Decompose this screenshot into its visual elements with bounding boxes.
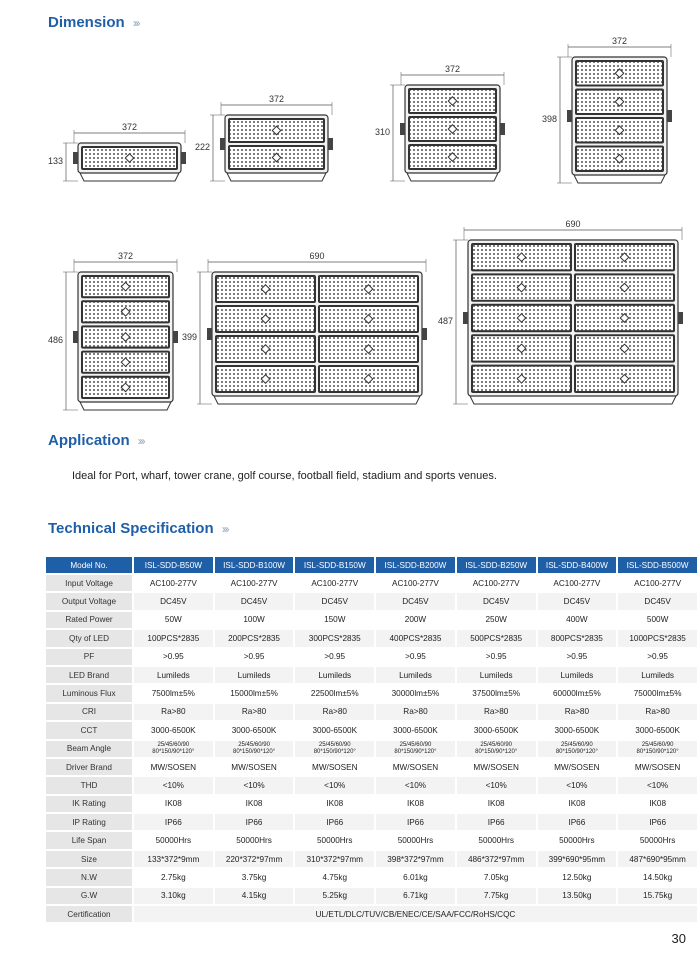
table-cell: Ra>80	[376, 704, 455, 720]
table-cell: <10%	[215, 777, 294, 793]
table-cell: IK08	[134, 796, 213, 812]
table-row	[46, 759, 697, 775]
height-label: 398	[541, 114, 557, 124]
fixture-yoke	[80, 173, 179, 181]
table-cell: 7500lm±5%	[134, 685, 213, 701]
spec-table	[44, 555, 699, 924]
table-cell: 25/45/60/90 80*150/90*120°	[215, 741, 294, 757]
table-cell: 25/45/60/90 80*150/90*120°	[376, 741, 455, 757]
table-cell: IP66	[538, 814, 617, 830]
dimension-drawings	[0, 0, 700, 420]
model-header: ISL-SDD-B250W	[457, 557, 536, 573]
width-label: 690	[565, 219, 581, 229]
table-cell: 398*372*97mm	[376, 851, 455, 867]
application-text: Ideal for Port, wharf, tower crane, golf course, football field, stadium and sports venues.	[72, 470, 497, 482]
table-cell: 310*372*97mm	[295, 851, 374, 867]
height-label: 487	[437, 316, 453, 326]
table-cell: Ra>80	[618, 704, 697, 720]
model-header: ISL-SDD-B50W	[134, 557, 213, 573]
table-cell: 3000-6500K	[376, 722, 455, 738]
table-cell: 400PCS*2835	[376, 630, 455, 646]
table-cell: 500W	[618, 612, 697, 628]
chevron-right-icon: ›››	[137, 433, 144, 448]
table-cell: AC100-277V	[376, 575, 455, 591]
table-cell: DC45V	[457, 593, 536, 609]
table-cell: 3000-6500K	[215, 722, 294, 738]
table-row	[46, 869, 697, 885]
table-cell: 500PCS*2835	[457, 630, 536, 646]
table-cell: 50000Hrs	[538, 832, 617, 848]
table-cell: 300PCS*2835	[295, 630, 374, 646]
table-cell: MW/SOSEN	[618, 759, 697, 775]
table-cell: 220*372*97mm	[215, 851, 294, 867]
table-cell: 800PCS*2835	[538, 630, 617, 646]
table-cell: <10%	[457, 777, 536, 793]
row-label: IP Rating	[46, 814, 132, 830]
row-label: Size	[46, 851, 132, 867]
table-cell: 1000PCS*2835	[618, 630, 697, 646]
table-cell: 399*690*95mm	[538, 851, 617, 867]
table-cell: Lumileds	[215, 667, 294, 683]
table-cell: 50W	[134, 612, 213, 628]
table-cell: <10%	[295, 777, 374, 793]
table-cell: 25/45/60/90 80*150/90*120°	[457, 741, 536, 757]
height-label: 399	[181, 332, 197, 342]
table-cell: 37500lm±5%	[457, 685, 536, 701]
table-cell: 3000-6500K	[618, 722, 697, 738]
table-cell: AC100-277V	[618, 575, 697, 591]
table-row	[46, 888, 697, 904]
bracket-right	[500, 123, 505, 135]
row-label: Beam Angle	[46, 741, 132, 757]
table-cell: IK08	[295, 796, 374, 812]
table-cell: 100W	[215, 612, 294, 628]
table-cell: DC45V	[215, 593, 294, 609]
width-label: 372	[444, 64, 461, 74]
height-label: 222	[194, 142, 210, 152]
table-cell: IK08	[538, 796, 617, 812]
table-cell: MW/SOSEN	[295, 759, 374, 775]
table-cell: 50000Hrs	[457, 832, 536, 848]
table-cell: 2.75kg	[134, 869, 213, 885]
table-cell: 4.75kg	[295, 869, 374, 885]
table-cell: 200PCS*2835	[215, 630, 294, 646]
bracket-right	[422, 328, 427, 340]
table-cell: IK08	[618, 796, 697, 812]
table-cell: <10%	[134, 777, 213, 793]
dimension-title: Dimension	[48, 14, 125, 31]
table-cell: Lumileds	[538, 667, 617, 683]
table-cell: 25/45/60/90 80*150/90*120°	[134, 741, 213, 757]
width-label: 690	[309, 251, 325, 261]
bracket-left	[73, 152, 78, 164]
application-title: Application	[48, 432, 130, 449]
table-cell: DC45V	[538, 593, 617, 609]
fixture-yoke	[227, 173, 326, 181]
table-cell: 12.50kg	[538, 869, 617, 885]
table-cell: 15000lm±5%	[215, 685, 294, 701]
fixture-yoke	[470, 396, 676, 404]
table-cell: MW/SOSEN	[134, 759, 213, 775]
table-cell: >0.95	[215, 649, 294, 665]
table-row	[46, 593, 697, 609]
table-cell: AC100-277V	[215, 575, 294, 591]
row-label: THD	[46, 777, 132, 793]
table-cell: Ra>80	[457, 704, 536, 720]
table-cell: 3000-6500K	[295, 722, 374, 738]
bracket-left	[400, 123, 405, 135]
bracket-right	[328, 138, 333, 150]
bracket-right	[173, 331, 178, 343]
bracket-left	[463, 312, 468, 324]
table-cell: IP66	[295, 814, 374, 830]
table-cell: >0.95	[457, 649, 536, 665]
row-label: Certification	[46, 906, 132, 922]
row-label: LED Brand	[46, 667, 132, 683]
table-cell: Lumileds	[618, 667, 697, 683]
table-cell: Lumileds	[376, 667, 455, 683]
table-cell: 5.25kg	[295, 888, 374, 904]
table-cell: IK08	[215, 796, 294, 812]
row-label: CRI	[46, 704, 132, 720]
bracket-right	[678, 312, 683, 324]
table-cell: 3000-6500K	[538, 722, 617, 738]
table-cell: 133*372*9mm	[134, 851, 213, 867]
table-cell: MW/SOSEN	[457, 759, 536, 775]
table-row	[46, 649, 697, 665]
table-cell: MW/SOSEN	[215, 759, 294, 775]
chevron-right-icon: ›››	[221, 521, 228, 536]
table-row	[46, 612, 697, 628]
table-row	[46, 722, 697, 738]
table-cell: 60000lm±5%	[538, 685, 617, 701]
table-row	[46, 906, 697, 922]
table-cell: <10%	[538, 777, 617, 793]
certification-value: UL/ETL/DLC/TUV/CB/ENEC/CE/SAA/FCC/RoHS/CQC	[134, 906, 697, 922]
table-cell: DC45V	[618, 593, 697, 609]
table-cell: Lumileds	[457, 667, 536, 683]
table-cell: 25/45/60/90 80*150/90*120°	[618, 741, 697, 757]
table-cell: 50000Hrs	[134, 832, 213, 848]
bracket-left	[567, 110, 572, 122]
table-cell: >0.95	[618, 649, 697, 665]
width-label: 372	[117, 251, 134, 261]
table-row	[46, 851, 697, 867]
bracket-left	[207, 328, 212, 340]
table-cell: 3000-6500K	[134, 722, 213, 738]
model-header: ISL-SDD-B400W	[538, 557, 617, 573]
row-label: G.W	[46, 888, 132, 904]
row-label: N.W	[46, 869, 132, 885]
fixture-yoke	[574, 175, 665, 183]
table-row	[46, 741, 697, 757]
row-label: IK Rating	[46, 796, 132, 812]
table-cell: DC45V	[134, 593, 213, 609]
table-cell: 14.50kg	[618, 869, 697, 885]
table-cell: IP66	[618, 814, 697, 830]
chevron-right-icon: ›››	[132, 15, 139, 30]
table-cell: 75000lm±5%	[618, 685, 697, 701]
table-cell: IK08	[376, 796, 455, 812]
bracket-right	[667, 110, 672, 122]
table-cell: AC100-277V	[295, 575, 374, 591]
table-cell: IP66	[134, 814, 213, 830]
table-cell: 25/45/60/90 80*150/90*120°	[295, 741, 374, 757]
application-heading	[48, 432, 144, 449]
row-label: CCT	[46, 722, 132, 738]
table-cell: Ra>80	[215, 704, 294, 720]
table-cell: <10%	[376, 777, 455, 793]
table-cell: 30000lm±5%	[376, 685, 455, 701]
width-label: 372	[121, 122, 138, 132]
model-header: ISL-SDD-B500W	[618, 557, 697, 573]
table-cell: 50000Hrs	[295, 832, 374, 848]
height-label: 310	[374, 127, 390, 137]
table-cell: 3000-6500K	[457, 722, 536, 738]
table-cell: DC45V	[376, 593, 455, 609]
table-cell: >0.95	[295, 649, 374, 665]
model-header: ISL-SDD-B200W	[376, 557, 455, 573]
row-label: Rated Power	[46, 612, 132, 628]
table-cell: 50000Hrs	[618, 832, 697, 848]
table-cell: IK08	[457, 796, 536, 812]
table-cell: IP66	[376, 814, 455, 830]
table-cell: 486*372*97mm	[457, 851, 536, 867]
table-row	[46, 630, 697, 646]
spec-title: Technical Specification	[48, 520, 214, 537]
table-cell: 7.75kg	[457, 888, 536, 904]
table-cell: AC100-277V	[538, 575, 617, 591]
fixture-yoke	[80, 402, 171, 410]
table-cell: 3.10kg	[134, 888, 213, 904]
bracket-left	[220, 138, 225, 150]
table-cell: 487*690*95mm	[618, 851, 697, 867]
width-label: 372	[268, 94, 285, 104]
model-header: ISL-SDD-B100W	[215, 557, 294, 573]
page-number: 30	[671, 931, 686, 946]
row-label: Input Voltage	[46, 575, 132, 591]
table-cell: >0.95	[538, 649, 617, 665]
table-row	[46, 575, 697, 591]
table-row	[46, 796, 697, 812]
table-cell: IP66	[215, 814, 294, 830]
table-cell: <10%	[618, 777, 697, 793]
table-cell: MW/SOSEN	[376, 759, 455, 775]
table-cell: 150W	[295, 612, 374, 628]
table-cell: 6.71kg	[376, 888, 455, 904]
table-cell: 100PCS*2835	[134, 630, 213, 646]
fixture-yoke	[407, 173, 498, 181]
table-cell: 3.75kg	[215, 869, 294, 885]
table-row	[46, 814, 697, 830]
bracket-left	[73, 331, 78, 343]
table-cell: 13.50kg	[538, 888, 617, 904]
table-cell: >0.95	[134, 649, 213, 665]
table-cell: >0.95	[376, 649, 455, 665]
table-cell: 400W	[538, 612, 617, 628]
table-cell: 50000Hrs	[376, 832, 455, 848]
row-label: Qty of LED	[46, 630, 132, 646]
table-row	[46, 667, 697, 683]
header-label: Model No.	[46, 557, 132, 573]
table-cell: DC45V	[295, 593, 374, 609]
row-label: Life Span	[46, 832, 132, 848]
row-label: Driver Brand	[46, 759, 132, 775]
table-cell: Lumileds	[134, 667, 213, 683]
table-cell: AC100-277V	[457, 575, 536, 591]
table-row	[46, 777, 697, 793]
row-label: Output Voltage	[46, 593, 132, 609]
table-cell: 250W	[457, 612, 536, 628]
table-cell: 50000Hrs	[215, 832, 294, 848]
table-cell: 6.01kg	[376, 869, 455, 885]
table-cell: Ra>80	[134, 704, 213, 720]
spec-heading	[48, 520, 228, 537]
table-cell: 7.05kg	[457, 869, 536, 885]
row-label: PF	[46, 649, 132, 665]
table-cell: 200W	[376, 612, 455, 628]
table-cell: Lumileds	[295, 667, 374, 683]
table-cell: IP66	[457, 814, 536, 830]
table-cell: AC100-277V	[134, 575, 213, 591]
bracket-right	[181, 152, 186, 164]
table-row	[46, 832, 697, 848]
table-cell: Ra>80	[538, 704, 617, 720]
table-cell: 15.75kg	[618, 888, 697, 904]
width-label: 372	[611, 36, 628, 46]
table-cell: 4.15kg	[215, 888, 294, 904]
table-cell: 22500lm±5%	[295, 685, 374, 701]
table-row	[46, 685, 697, 701]
model-header: ISL-SDD-B150W	[295, 557, 374, 573]
height-label: 133	[47, 156, 63, 166]
fixture-yoke	[214, 396, 420, 404]
table-cell: Ra>80	[295, 704, 374, 720]
row-label: Luminous Flux	[46, 685, 132, 701]
table-cell: 25/45/60/90 80*150/90*120°	[538, 741, 617, 757]
table-cell: MW/SOSEN	[538, 759, 617, 775]
height-label: 486	[47, 335, 63, 345]
table-row	[46, 704, 697, 720]
